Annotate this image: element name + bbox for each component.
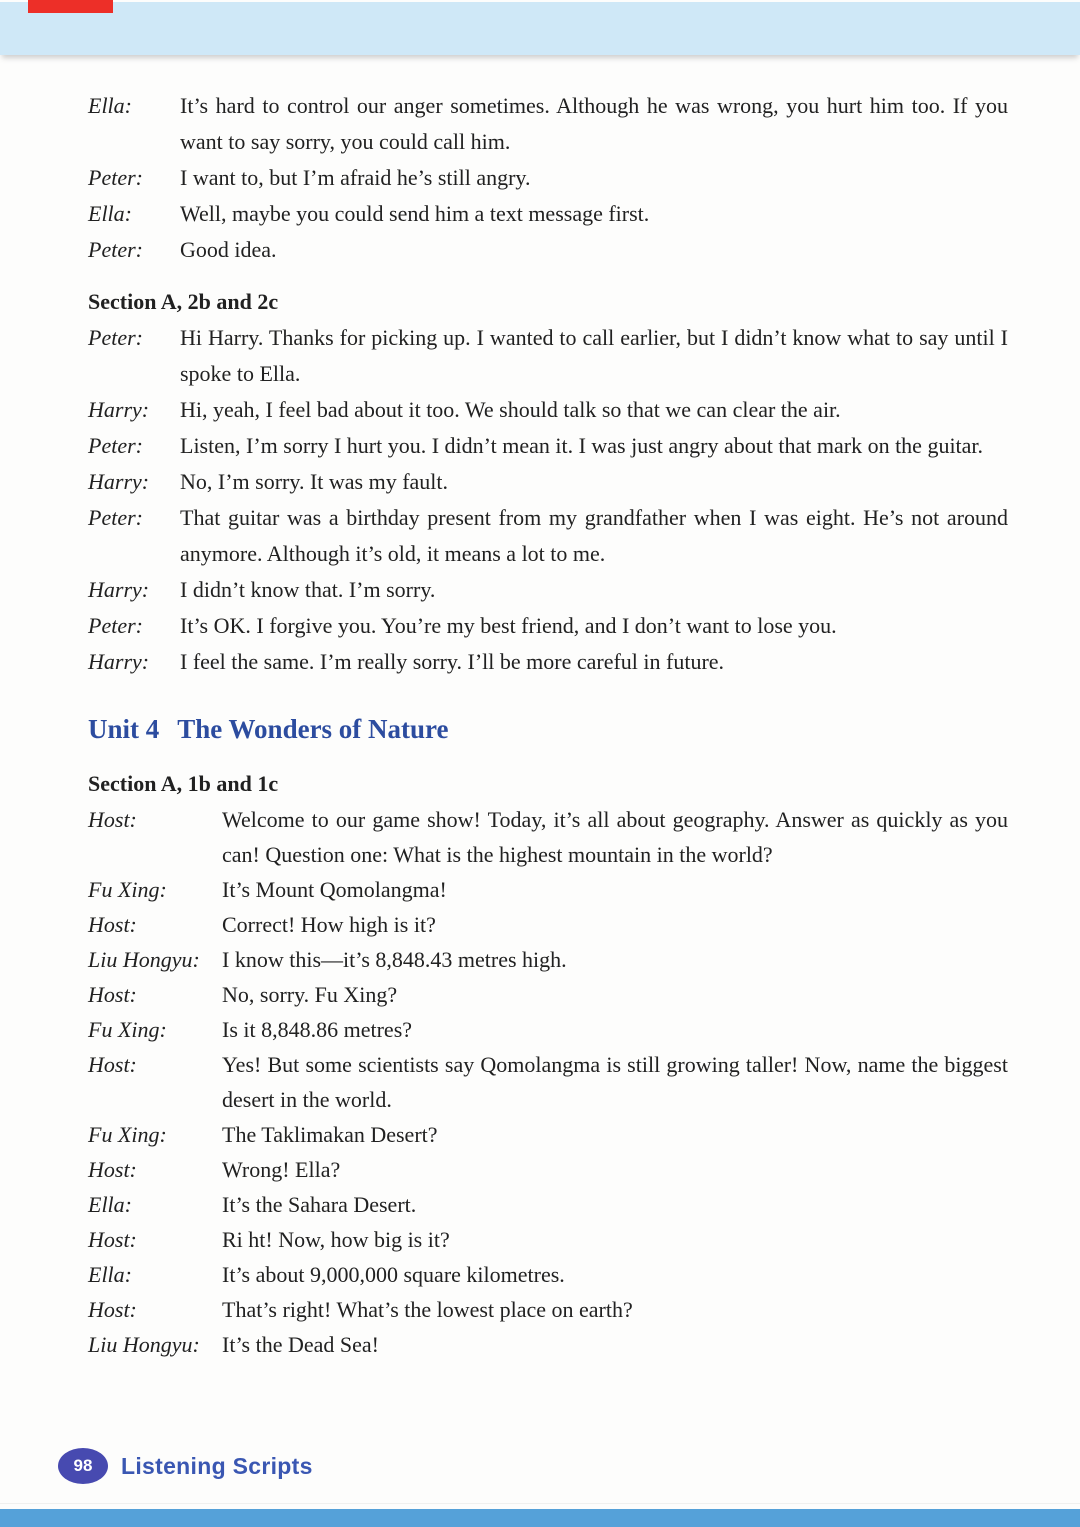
dialogue-line [88, 608, 1008, 644]
dialogue-line [88, 1292, 1008, 1327]
speech-text: Correct! How high is it? [222, 912, 436, 937]
dialogue-line [88, 802, 1008, 872]
dialogue-line [88, 1222, 1008, 1257]
speaker-name: Fu Xing: [88, 877, 167, 902]
speaker-name: Peter: [88, 433, 143, 458]
speech-text: Yes! But some scientists say Qomolangma is still growing taller! Now, name the biggest desert in the world. [222, 1052, 1008, 1112]
dialogue-line [88, 572, 1008, 608]
speech-text: No, I’m sorry. It was my fault. [180, 469, 449, 494]
dialogue-line [88, 320, 1008, 392]
speech-text: It’s the Dead Sea! [222, 1332, 379, 1357]
speaker-name: Harry: [88, 397, 150, 422]
speech-text: It’s OK. I forgive you. You’re my best friend, and I don’t want to lose you. [180, 613, 837, 638]
page-footer [58, 1448, 313, 1484]
speech-text: The Taklimakan Desert? [222, 1122, 438, 1147]
unit-number: Unit 4 [88, 714, 160, 744]
dialogue-line [88, 464, 1008, 500]
speaker-name: Host: [88, 912, 137, 937]
speaker-name: Peter: [88, 325, 143, 350]
speaker-name: Host: [88, 1227, 137, 1252]
speech-text: Is it 8,848.86 metres? [222, 1017, 413, 1042]
speaker-name: Peter: [88, 237, 143, 262]
speaker-name: Host: [88, 982, 137, 1007]
speech-text: It’s hard to control our anger sometimes. Although he was wrong, you hurt him too. If you want to say sorry, you could call him. [180, 93, 1008, 154]
speaker-name: Harry: [88, 469, 150, 494]
speech-text: Listen, I’m sorry I hurt you. I didn’t mean it. I was just angry about that mark on the guitar. [180, 433, 984, 458]
speaker-name: Peter: [88, 165, 143, 190]
speaker-name: Ella: [88, 201, 132, 226]
dialogue-line [88, 392, 1008, 428]
dialogue-line [88, 232, 1008, 268]
dialogue-line [88, 428, 1008, 464]
speech-text: Welcome to our game show! Today, it’s all about geography. Answer as quickly as you can! Question one: What is the highest mountain in the world? [222, 807, 1008, 867]
footer-section-title: Listening Scripts [121, 1452, 313, 1479]
speech-text: I feel the same. I’m really sorry. I’ll be more careful in future. [180, 649, 725, 674]
speaker-name: Fu Xing: [88, 1122, 167, 1147]
dialogue-line [88, 977, 1008, 1012]
speech-text: It’s Mount Qomolangma! [222, 877, 447, 902]
dialogue-line [88, 872, 1008, 907]
speaker-name: Host: [88, 1052, 137, 1077]
dialogue-line [88, 942, 1008, 977]
dialogue-line [88, 1327, 1008, 1362]
speech-text: Wrong! Ella? [222, 1157, 341, 1182]
dialogue-line [88, 1187, 1008, 1222]
speaker-name: Liu Hongyu: [88, 947, 200, 972]
dialogue-line [88, 1257, 1008, 1292]
speech-text: Hi, yeah, I feel bad about it too. We should talk so that we can clear the air. [180, 397, 841, 422]
page-bottom-band [0, 1509, 1080, 1527]
page-number-badge [58, 1448, 108, 1484]
dialogue-line [88, 500, 1008, 572]
speech-text: Well, maybe you could send him a text message first. [180, 201, 650, 226]
speaker-name: Peter: [88, 505, 143, 530]
speech-text: I didn’t know that. I’m sorry. [180, 577, 436, 602]
page-number: 98 [73, 1456, 93, 1475]
speech-text: It’s the Sahara Desert. [222, 1192, 417, 1217]
dialogue-line [88, 196, 1008, 232]
section-heading: Section A, 1b and 1c [88, 771, 279, 796]
speaker-name: Host: [88, 1297, 137, 1322]
speech-text: No, sorry. Fu Xing? [222, 982, 398, 1007]
speaker-name: Host: [88, 807, 137, 832]
dialogue-block [88, 802, 1008, 1362]
dialogue-line [88, 907, 1008, 942]
page-top-band [0, 2, 1080, 55]
speaker-name: Host: [88, 1157, 137, 1182]
section-heading: Section A, 2b and 2c [88, 289, 279, 314]
dialogue-line [88, 1152, 1008, 1187]
speech-text: That guitar was a birthday present from my grandfather when I was eight. He’s not around anymore. Although it’s old, it means a lot to me. [180, 505, 1008, 566]
speech-text: That’s right! What’s the lowest place on earth? [222, 1297, 633, 1322]
speech-text: Good idea. [180, 237, 277, 262]
speaker-name: Harry: [88, 577, 150, 602]
unit-title: The Wonders of Nature [177, 714, 449, 744]
unit-heading [88, 708, 1008, 750]
speaker-name: Ella: [88, 1262, 132, 1287]
speaker-name: Ella: [88, 1192, 132, 1217]
dialogue-line [88, 1047, 1008, 1117]
dialogue-block [88, 88, 1008, 268]
dialogue-line [88, 1117, 1008, 1152]
speech-text: It’s about 9,000,000 square kilometres. [222, 1262, 565, 1287]
speaker-name: Ella: [88, 93, 132, 118]
speech-text: Hi Harry. Thanks for picking up. I wanted to call earlier, but I didn’t know what to say until I spoke to Ella. [180, 325, 1008, 386]
dialogue-line [88, 1012, 1008, 1047]
speaker-name: Liu Hongyu: [88, 1332, 200, 1357]
dialogue-block [88, 320, 1008, 680]
scan-artifact-red-mark [28, 0, 113, 13]
speech-text: I want to, but I’m afraid he’s still angry. [180, 165, 531, 190]
speaker-name: Peter: [88, 613, 143, 638]
speaker-name: Harry: [88, 649, 150, 674]
dialogue-line [88, 644, 1008, 680]
footer-divider [0, 1503, 1080, 1504]
dialogue-line [88, 88, 1008, 160]
dialogue-line [88, 160, 1008, 196]
speech-text: I know this—it’s 8,848.43 metres high. [222, 947, 567, 972]
speaker-name: Fu Xing: [88, 1017, 167, 1042]
script-content [88, 88, 1008, 1362]
speech-text: Ri ht! Now, how big is it? [222, 1227, 450, 1252]
